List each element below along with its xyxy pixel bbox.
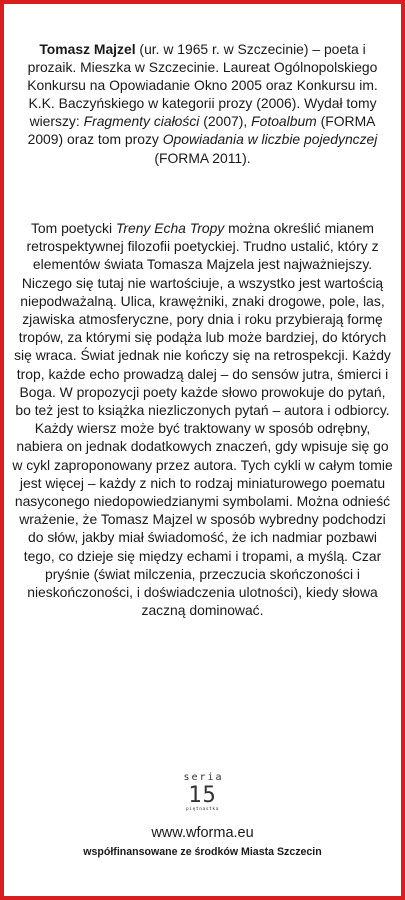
description-text-1: Tom poetycki [30,220,116,236]
bio-text-2: (2007), [199,113,252,130]
cofinancing-note: współfinansowane ze środków Miasta Szczecin [83,846,322,858]
book-title-opowiadania: Opowiadania w liczbie pojedynczej [162,131,378,148]
book-title-treny: Treny Echa Tropy [115,220,225,236]
bio-text-3: (FORMA 2009) oraz tom prozy [27,113,376,148]
book-title-fotoalbum: Fotoalbum [251,113,317,130]
author-bio [14,40,391,167]
series-logo [4,773,401,812]
series-number: 15 [188,783,217,808]
bio-text-1: (ur. w 1965 r. w Szczecinie) – poeta i prozaik. Mieszka w Szczecinie. Laureat Ogólnopolskiego Konkursu na Opowiadanie Okno 2005 oraz Konkursu im. K.K. Baczyńskiego w kategorii prozy (2006). Wydał tomy wierszy: [27,41,378,130]
book-description [12,219,393,619]
author-name: Tomasz Majzel [39,41,136,57]
description-text-2: można określić mianem retrospektywnej filozofii poetyckiej. Trudno ustalić, który z elementów świata Tomasza Majzela jest najważniejszy. Niczego się tutaj nie wartościuje, a wszystko jest wartością niepodważalną. Ulica, krawężniki, znaki drogowe, pole, las, zjawiska atmosferyczne, pory dnia i roku przybierają formę tropów, za którymi się podąża lub może bardziej, do których się wraca. Świat jednak nie kończy się na retrospekcji. Każdy trop, każde echo prowadzą dalej – do sensów jutra, śmierci i Boga. W propozycji poety każde słowo prowokuje do pytań, bo też jest to książka niezliczonych pytań – autora i odbiorcy. Każdy wiersz może być traktowany w sposób odrębny, nabiera on jednak dodatkowych znaczeń, gdy wpisuje się go w cykl zaproponowany przez autora. Tych cykli w całym tomie jest więcej – każdy z nich to rodzaj miniaturowego poematu nasyconego niedopowiedzianymi symbolami. Można odnieść wrażenie, że Tomasz Majzel w sposób wybredny podchodzi do słów, jakby miał świadomość, że ich nadmiar pozbawi tego, co dzieje się między echami i tropami, a myślą. Czar pryśnie (świat milczenia, przeczucia skończoności i nieskończoności, i doświadczenia ulotności), kiedy słowa zaczną dominować. [12,220,393,619]
bio-text-4: (FORMA 2011). [154,149,251,166]
series-sublabel: piętnastka [185,807,220,812]
book-title-fragmenty: Fragmenty ciałości [83,113,200,130]
publisher-url[interactable]: www.wforma.eu [151,825,254,841]
series-label: seria [183,772,224,783]
